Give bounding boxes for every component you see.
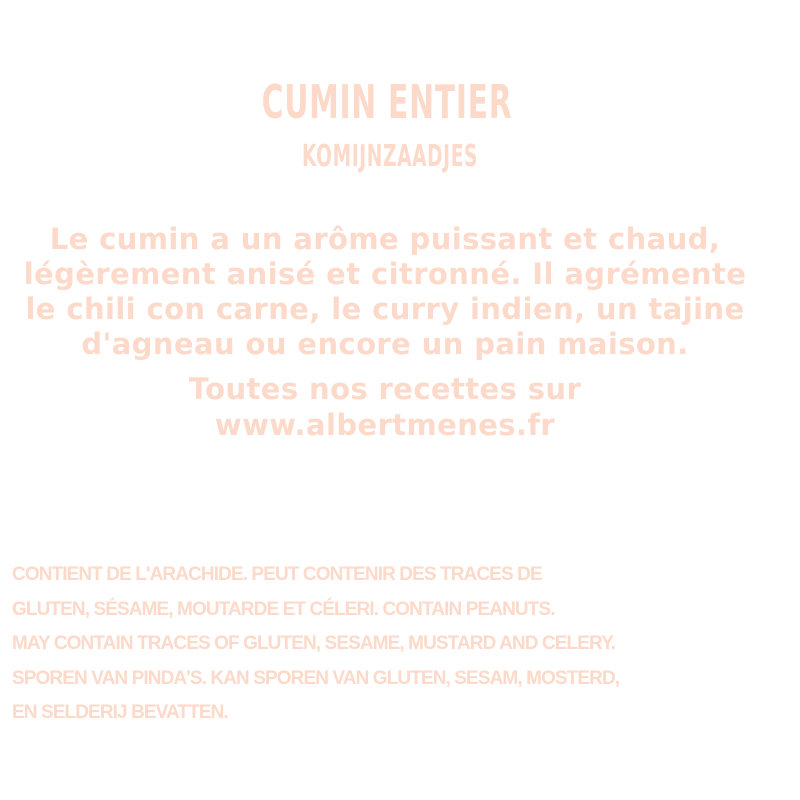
- description-line: légèrement anisé et citronné. Il agrémente: [23, 257, 747, 291]
- recipes-line: Toutes nos recettes sur: [188, 372, 582, 406]
- description-line: Le cumin a un arôme puissant et chaud,: [49, 222, 721, 256]
- allergen-line: MAY CONTAIN TRACES OF GLUTEN, SESAME, MUSTARD AND CELERY.: [12, 633, 616, 654]
- description-line: d'agneau ou encore un pain maison.: [81, 327, 689, 361]
- description-line: le chili con carne, le curry indien, un tajine: [25, 292, 745, 326]
- allergen-warning: [12, 558, 788, 731]
- allergen-line: CONTIENT DE L'ARACHIDE. PEUT CONTENIR DES TRACES DE: [12, 564, 542, 585]
- product-title: CUMIN ENTIER: [261, 75, 513, 129]
- allergen-line: GLUTEN, SÉSAME, MOUTARDE ET CÉLERI. CONTAIN PEANUTS.: [12, 598, 555, 620]
- allergen-line: EN SELDERIJ BEVATTEN.: [12, 702, 228, 723]
- product-description: [0, 222, 770, 362]
- recipes-note: [0, 371, 770, 443]
- allergen-line: SPOREN VAN PINDA'S. KAN SPOREN VAN GLUTEN, SESAM, MOSTERD,: [12, 667, 620, 689]
- recipes-url: www.albertmenes.fr: [214, 408, 556, 442]
- product-subtitle: KOMIJNZAADJES: [301, 139, 479, 174]
